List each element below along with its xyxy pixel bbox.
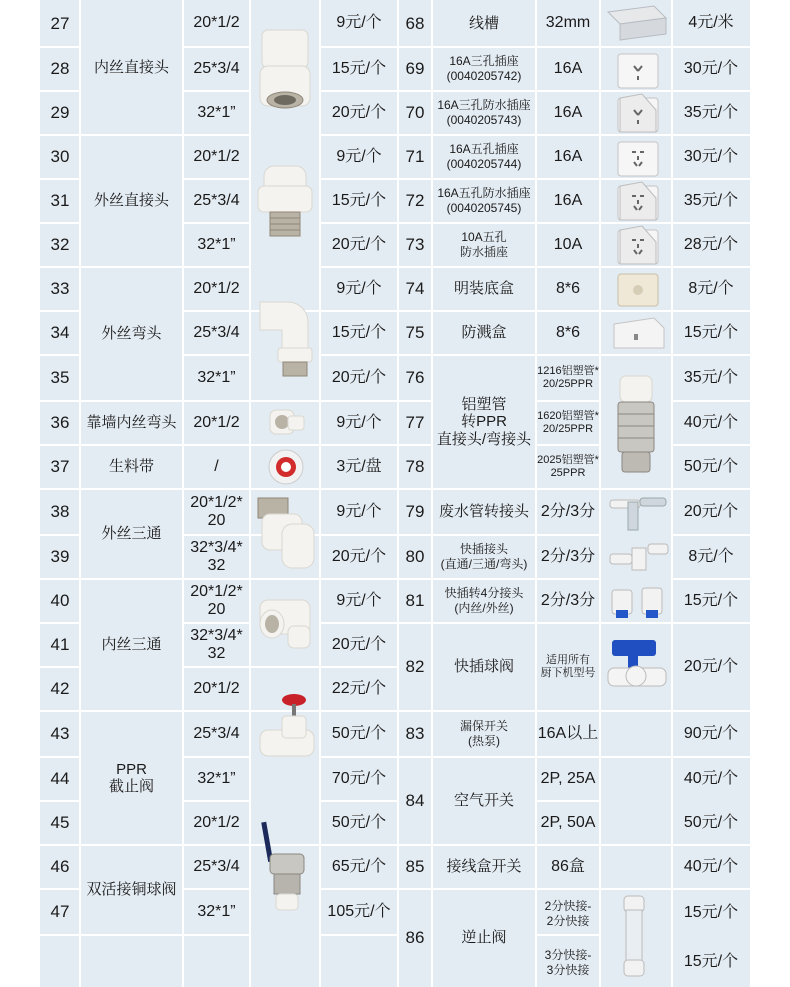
row-number: 33 (50, 279, 70, 299)
spec-cell: 32*1” (197, 103, 236, 121)
spec-cell: 20*1/2 (193, 14, 240, 32)
price-cell: 35元/个 (683, 103, 739, 121)
row-number: 72 (405, 191, 425, 211)
row-number: 30 (50, 147, 70, 167)
spec-cell: 2分快接- 2分快接 (544, 898, 592, 928)
spec-cell: 25*3/4 (193, 724, 240, 742)
spec-cell: 20*1/2 (193, 279, 240, 297)
price-cell: 20元/个 (331, 547, 387, 565)
spec-cell: 8*6 (555, 323, 581, 341)
product-name: PPR 截止阀 (108, 760, 154, 795)
spec-cell: 32*1” (197, 235, 236, 253)
grid-hline (600, 488, 672, 490)
price-cell: 50元/个 (331, 724, 387, 742)
price-cell: 20元/个 (331, 103, 387, 121)
price-cell: 30元/个 (683, 59, 739, 77)
spec-cell: 16A (553, 191, 583, 209)
price-cell: 15元/个 (683, 323, 739, 341)
row-number: 81 (405, 591, 425, 611)
socket-icon (608, 224, 668, 268)
product-name: 漏保开关 (热泵) (459, 719, 508, 748)
spec-cell: 20*1/2 (193, 813, 240, 831)
spec-cell: 2分/3分 (540, 547, 596, 565)
price-cell: 105元/个 (327, 902, 391, 920)
product-name: 双活接铜球阀 (86, 881, 177, 899)
spec-cell: 25*3/4 (193, 59, 240, 77)
row-number: 85 (405, 857, 425, 877)
spec-cell: 32*3/4* 32 (190, 626, 243, 662)
product-name: 接线盒开关 (446, 858, 522, 876)
spec-cell: 32*1” (197, 368, 236, 386)
brass-valve-icon (606, 370, 666, 480)
product-name: 内丝三通 (101, 636, 162, 654)
spec-cell: 20*1/2* 20 (190, 582, 243, 618)
product-name: 外丝三通 (101, 525, 162, 543)
row-number: 70 (405, 103, 425, 123)
grid-hline (600, 310, 672, 312)
junction-box-icon (612, 270, 664, 310)
check-valve-icon (614, 892, 654, 980)
pipe-fitting-icon (252, 160, 318, 245)
row-number: 84 (405, 791, 425, 811)
product-name: 生料带 (108, 458, 154, 476)
socket-icon (608, 136, 668, 180)
price-cell: 40元/个 (683, 769, 739, 787)
price-cell: 65元/个 (331, 857, 387, 875)
product-name: 逆止阀 (461, 929, 507, 947)
quick-connector-icon (606, 538, 670, 578)
socket-icon (608, 92, 668, 136)
spec-cell: 20*1/2 (193, 413, 240, 431)
spec-cell: 3分快接- 3分快接 (544, 947, 592, 977)
price-cell: 90元/个 (683, 724, 739, 742)
row-number: 74 (405, 279, 425, 299)
product-name: 外丝直接头 (93, 192, 169, 210)
price-cell: 3元/盘 (336, 457, 382, 475)
spec-cell: 16A (553, 147, 583, 165)
price-cell: 9元/个 (336, 502, 382, 520)
spec-cell: 2P, 25A (540, 769, 596, 787)
ball-valve-icon (604, 632, 670, 706)
price-cell: 20元/个 (683, 657, 739, 675)
row-number: 41 (50, 635, 70, 655)
spec-cell: 32mm (545, 14, 591, 32)
row-number: 27 (50, 13, 70, 33)
row-number: 75 (405, 323, 425, 343)
price-cell: 40元/个 (683, 857, 739, 875)
spec-cell: 20*1/2 (193, 147, 240, 165)
quick-connector-icon (606, 492, 670, 532)
quick-connector-icon (606, 582, 670, 622)
grid-hline (600, 888, 672, 890)
spec-cell: 8*6 (555, 279, 581, 297)
row-number: 77 (405, 413, 425, 433)
row-number: 42 (50, 679, 70, 699)
row-number: 35 (50, 368, 70, 388)
pipe-fitting-icon (252, 586, 318, 658)
row-number: 82 (405, 657, 425, 677)
product-name: 明装底盒 (453, 280, 514, 298)
row-number: 39 (50, 547, 70, 567)
price-cell: 20元/个 (331, 235, 387, 253)
price-cell: 20元/个 (331, 635, 387, 653)
spec-cell: 20*1/2* 20 (190, 493, 243, 529)
row-number: 40 (50, 591, 70, 611)
price-cell: 15元/个 (683, 953, 739, 971)
row-number: 29 (50, 103, 70, 123)
spec-cell: 16A (553, 103, 583, 121)
row-number: 86 (405, 928, 425, 948)
spec-cell: 2分/3分 (540, 591, 596, 609)
spec-cell: 32*1” (197, 769, 236, 787)
price-cell: 9元/个 (336, 413, 382, 431)
price-cell: 9元/个 (336, 147, 382, 165)
product-name: 16A三孔防水插座 (0040205743) (437, 98, 531, 127)
row-number: 38 (50, 502, 70, 522)
price-cell: 8元/个 (688, 547, 734, 565)
product-name: 16A五孔防水插座 (0040205745) (437, 186, 531, 215)
spec-cell: 32*1” (197, 902, 236, 920)
spec-cell: 1216铝塑管* 20/25PPR (537, 364, 599, 390)
price-cell: 50元/个 (683, 813, 739, 831)
product-name: 铝塑管 转PPR 直接头/弯接头 (436, 396, 532, 448)
row-number: 45 (50, 813, 70, 833)
product-name: 空气开关 (453, 792, 514, 810)
product-name: 快插球阀 (453, 658, 514, 676)
grid-hline (600, 622, 672, 624)
row-number: 28 (50, 59, 70, 79)
row-number: 79 (405, 502, 425, 522)
pipe-fitting-icon (252, 292, 318, 382)
splash-box-icon (608, 314, 668, 354)
pipe-fitting-icon (252, 18, 318, 118)
price-cell: 15元/个 (331, 191, 387, 209)
spec-cell: 2分/3分 (540, 502, 596, 520)
price-cell: 4元/米 (688, 14, 734, 32)
price-cell: 15元/个 (331, 323, 387, 341)
row-number: 69 (405, 59, 425, 79)
spec-cell: 16A (553, 59, 583, 77)
grid-hline (600, 756, 672, 758)
price-cell: 20元/个 (683, 502, 739, 520)
valve-handle-icon (252, 690, 318, 770)
row-number: 34 (50, 323, 70, 343)
spec-cell: 适用所有 厨下机型号 (540, 653, 596, 679)
grid-hline (600, 710, 672, 712)
price-cell: 9元/个 (336, 591, 382, 609)
price-cell: 22元/个 (331, 679, 387, 697)
product-name: 快插转4分接头 (内丝/外丝) (444, 586, 524, 615)
product-name: 线槽 (468, 14, 499, 32)
product-name: 防溅盒 (461, 324, 507, 342)
grid-hline (250, 666, 320, 668)
row-number: 71 (405, 147, 425, 167)
row-number: 80 (405, 547, 425, 567)
row-number: 76 (405, 368, 425, 388)
spec-cell: 10A (553, 235, 583, 253)
row-number: 44 (50, 769, 70, 789)
price-cell: 20元/个 (331, 368, 387, 386)
spec-cell: 25*3/4 (193, 857, 240, 875)
price-cell: 15元/个 (683, 591, 739, 609)
row-number: 73 (405, 235, 425, 255)
spec-cell: 2P, 50A (540, 813, 596, 831)
row-number: 68 (405, 13, 425, 33)
price-cell: 9元/个 (336, 279, 382, 297)
price-cell: 40元/个 (683, 413, 739, 431)
wiring-duct-icon (604, 4, 668, 42)
price-cell: 50元/个 (683, 457, 739, 475)
row-number: 47 (50, 902, 70, 922)
product-name: 废水管转接头 (438, 503, 529, 521)
spec-cell: 25*3/4 (193, 191, 240, 209)
price-cell: 15元/个 (331, 59, 387, 77)
price-cell: 15元/个 (683, 904, 739, 922)
socket-icon (608, 180, 668, 224)
socket-icon (608, 48, 668, 92)
price-cell: 8元/个 (688, 279, 734, 297)
price-cell: 35元/个 (683, 368, 739, 386)
product-name: 16A五孔插座 (0040205744) (446, 142, 522, 171)
price-cell: 28元/个 (683, 235, 739, 253)
grid-hline (250, 444, 320, 446)
price-cell: 9元/个 (336, 14, 382, 32)
pipe-fitting-icon (262, 402, 310, 442)
tape-roll-icon (264, 448, 308, 486)
grid-hline (250, 488, 320, 490)
price-cell: 30元/个 (683, 147, 739, 165)
spec-cell: 20*1/2 (193, 679, 240, 697)
row-number: 43 (50, 724, 70, 744)
price-table (40, 0, 750, 987)
brass-valve-icon (256, 818, 316, 914)
row-number: 36 (50, 413, 70, 433)
product-name: 16A三孔插座 (0040205742) (446, 54, 522, 83)
grid-hline (600, 354, 672, 356)
spec-cell: 32*3/4* 32 (190, 538, 243, 574)
product-name: 靠墙内丝弯头 (86, 414, 177, 432)
pipe-fitting-icon (252, 492, 318, 576)
row-number: 32 (50, 235, 70, 255)
row-number: 31 (50, 191, 70, 211)
product-name: 10A五孔 防水插座 (459, 230, 508, 259)
row-number: 37 (50, 457, 70, 477)
spec-cell: 1620铝塑管* 20/25PPR (537, 409, 599, 435)
spec-cell: 2025铝塑管* 25PPR (537, 453, 599, 479)
grid-hline (600, 844, 672, 846)
price-cell: 35元/个 (683, 191, 739, 209)
row-number: 83 (405, 724, 425, 744)
price-cell: 70元/个 (331, 769, 387, 787)
product-name: 外丝弯头 (101, 325, 162, 343)
row-number: 46 (50, 857, 70, 877)
product-name: 快插接头 (直通/三通/弯头) (440, 542, 528, 571)
row-number: 78 (405, 457, 425, 477)
price-cell: 50元/个 (331, 813, 387, 831)
spec-cell: / (214, 457, 219, 475)
product-name: 内丝直接头 (93, 58, 169, 76)
spec-cell: 16A以上 (537, 724, 599, 742)
spec-cell: 25*3/4 (193, 323, 240, 341)
grid-hline (250, 578, 320, 580)
spec-cell: 86盒 (551, 857, 585, 875)
